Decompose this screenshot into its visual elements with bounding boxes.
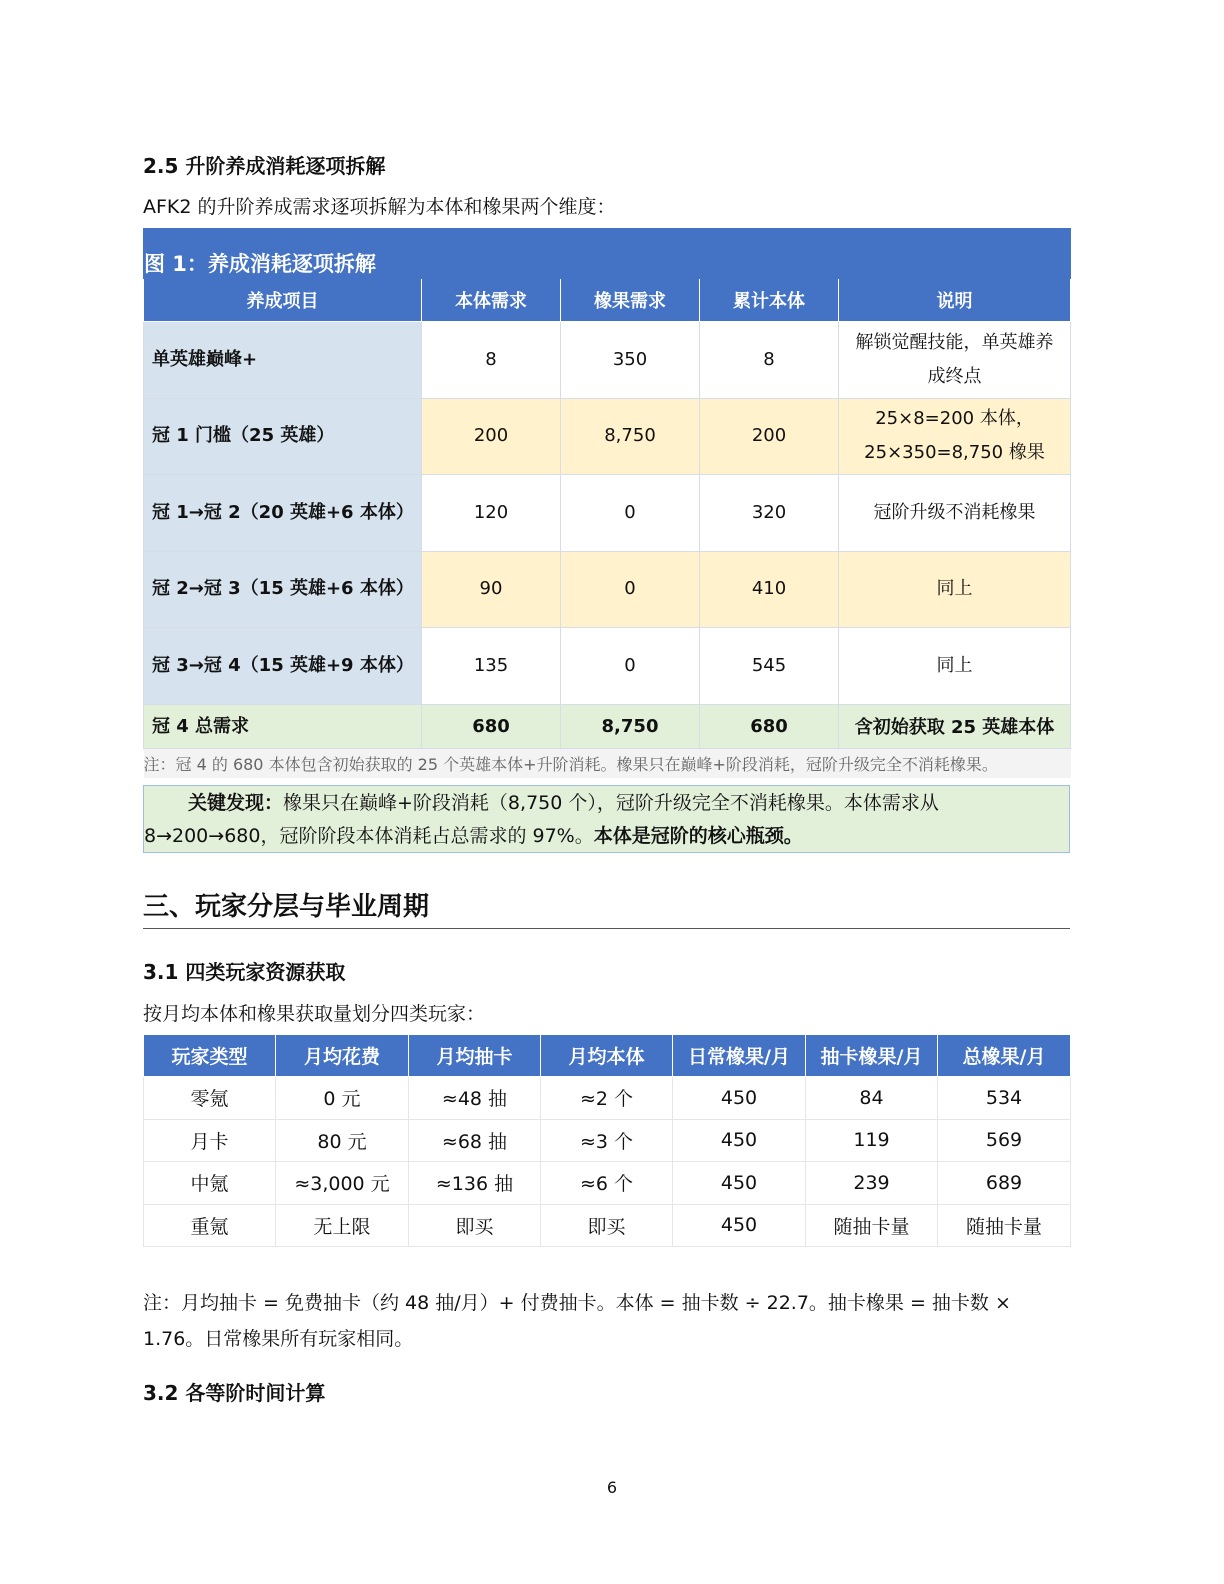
table-cell: ≈136 抽	[409, 1162, 541, 1205]
table-row	[144, 398, 1071, 475]
cumulative-body-cell: 410	[700, 551, 839, 628]
row-label: 单英雄巅峰+	[144, 322, 422, 399]
table-cell: 689	[938, 1162, 1071, 1205]
table-cell: 119	[806, 1119, 938, 1162]
description-cell: 同上	[839, 628, 1071, 705]
description-cell: 同上	[839, 551, 1071, 628]
table-cell: 中氪	[144, 1162, 276, 1205]
table-cell: ≈3 个	[541, 1119, 673, 1162]
description-cell: 25×8=200 本体，25×350=8,750 橡果	[839, 398, 1071, 475]
column-header: 养成项目	[144, 279, 422, 322]
column-header: 玩家类型	[144, 1035, 276, 1077]
callout-emphasis: 本体是冠阶的核心瓶颈。	[593, 825, 803, 847]
acorn-demand-cell: 0	[561, 628, 700, 705]
body-demand-cell: 8	[422, 322, 561, 399]
table-row	[144, 322, 1071, 399]
cost-breakdown-table	[143, 228, 1071, 778]
table-cell: 月卡	[144, 1119, 276, 1162]
table-cell: 即买	[409, 1204, 541, 1247]
table-cell: ≈68 抽	[409, 1119, 541, 1162]
table-cell: 450	[673, 1204, 806, 1247]
cumulative-body-cell: 545	[700, 628, 839, 705]
page-number: 6	[606, 1478, 618, 1497]
section-heading-2-5: 2.5 升阶养成消耗逐项拆解	[143, 154, 386, 178]
section-heading-3-2: 3.2 各等阶时间计算	[143, 1381, 326, 1405]
table-footnote: 注：冠 4 的 680 本体包含初始获取的 25 个英雄本体+升阶消耗。橡果只在巅峰+阶段消耗，冠阶升级完全不消耗橡果。	[144, 748, 1071, 778]
table-cell: 450	[673, 1162, 806, 1205]
column-header: 橡果需求	[561, 279, 700, 322]
table-cell: 450	[673, 1077, 806, 1120]
table-cell: 0 元	[276, 1077, 409, 1120]
cumulative-body-cell: 200	[700, 398, 839, 475]
table-row	[144, 1077, 1071, 1120]
section-heading-3-1: 3.1 四类玩家资源获取	[143, 960, 346, 984]
callout-label: 关键发现：	[188, 792, 284, 814]
callout-text: 橡果只在巅峰+阶段消耗（8,750 个），冠阶升级完全不消耗橡果。本体需求从 8→200→680，冠阶阶段本体消耗占总需求的 97%。	[144, 792, 939, 847]
body-demand-cell: 120	[422, 475, 561, 552]
table-cell: 534	[938, 1077, 1071, 1120]
table-cell: 随抽卡量	[938, 1204, 1071, 1247]
table-row	[144, 475, 1071, 552]
table-cell: 84	[806, 1077, 938, 1120]
body-demand-cell: 90	[422, 551, 561, 628]
table-cell: 80 元	[276, 1119, 409, 1162]
table-row	[144, 1162, 1071, 1205]
column-header: 抽卡橡果/月	[806, 1035, 938, 1077]
table-cell: 239	[806, 1162, 938, 1205]
section-intro-2-5: AFK2 的升阶养成需求逐项拆解为本体和橡果两个维度：	[143, 196, 616, 218]
table-row	[144, 1204, 1071, 1247]
column-header: 月均抽卡	[409, 1035, 541, 1077]
chapter-heading-block	[143, 890, 1070, 929]
body-demand-cell: 135	[422, 628, 561, 705]
table-cell: 即买	[541, 1204, 673, 1247]
table-cell: 零氪	[144, 1077, 276, 1120]
table-cell: 450	[673, 1119, 806, 1162]
row-label: 冠 1 门槛（25 英雄）	[144, 398, 422, 475]
acorn-demand-cell: 350	[561, 322, 700, 399]
player-tier-table	[143, 1034, 1071, 1247]
column-header: 月均花费	[276, 1035, 409, 1077]
table-cell: ≈6 个	[541, 1162, 673, 1205]
table-cell: ≈48 抽	[409, 1077, 541, 1120]
body-demand-cell: 200	[422, 398, 561, 475]
section-intro-3-1: 按月均本体和橡果获取量划分四类玩家：	[143, 1003, 486, 1025]
cumulative-body-cell: 320	[700, 475, 839, 552]
row-label: 冠 3→冠 4（15 英雄+9 本体）	[144, 628, 422, 705]
column-header: 说明	[839, 279, 1071, 322]
total-acorn-cell: 8,750	[561, 704, 700, 748]
description-cell: 冠阶升级不消耗橡果	[839, 475, 1071, 552]
column-header: 总橡果/月	[938, 1035, 1071, 1077]
table-cell: 重氪	[144, 1204, 276, 1247]
table-cell: 569	[938, 1119, 1071, 1162]
column-header: 累计本体	[700, 279, 839, 322]
acorn-demand-cell: 0	[561, 551, 700, 628]
row-label: 冠 2→冠 3（15 英雄+6 本体）	[144, 551, 422, 628]
acorn-demand-cell: 8,750	[561, 398, 700, 475]
table-cell: ≈2 个	[541, 1077, 673, 1120]
chapter-heading: 三、玩家分层与毕业周期	[143, 892, 430, 922]
total-row	[144, 704, 1071, 748]
key-finding-callout	[143, 785, 1070, 853]
table-row	[144, 551, 1071, 628]
column-header: 本体需求	[422, 279, 561, 322]
total-label: 冠 4 总需求	[144, 704, 422, 748]
note-paragraph: 注：月均抽卡 = 免费抽卡（约 48 抽/月）+ 付费抽卡。本体 = 抽卡数 ÷ 22.7。抽卡橡果 = 抽卡数 × 1.76。日常橡果所有玩家相同。	[143, 1292, 1011, 1350]
acorn-demand-cell: 0	[561, 475, 700, 552]
column-header: 日常橡果/月	[673, 1035, 806, 1077]
total-body-cell: 680	[422, 704, 561, 748]
table-cell: ≈3,000 元	[276, 1162, 409, 1205]
cumulative-body-cell: 8	[700, 322, 839, 399]
table-row	[144, 628, 1071, 705]
table-cell: 无上限	[276, 1204, 409, 1247]
total-cumulative-cell: 680	[700, 704, 839, 748]
column-header: 月均本体	[541, 1035, 673, 1077]
table-row	[144, 1119, 1071, 1162]
row-label: 冠 1→冠 2（20 英雄+6 本体）	[144, 475, 422, 552]
table-caption: 图 1：养成消耗逐项拆解	[144, 229, 1071, 279]
table-cell: 随抽卡量	[806, 1204, 938, 1247]
total-description-cell: 含初始获取 25 英雄本体	[839, 704, 1071, 748]
description-cell: 解锁觉醒技能，单英雄养成终点	[839, 322, 1071, 399]
